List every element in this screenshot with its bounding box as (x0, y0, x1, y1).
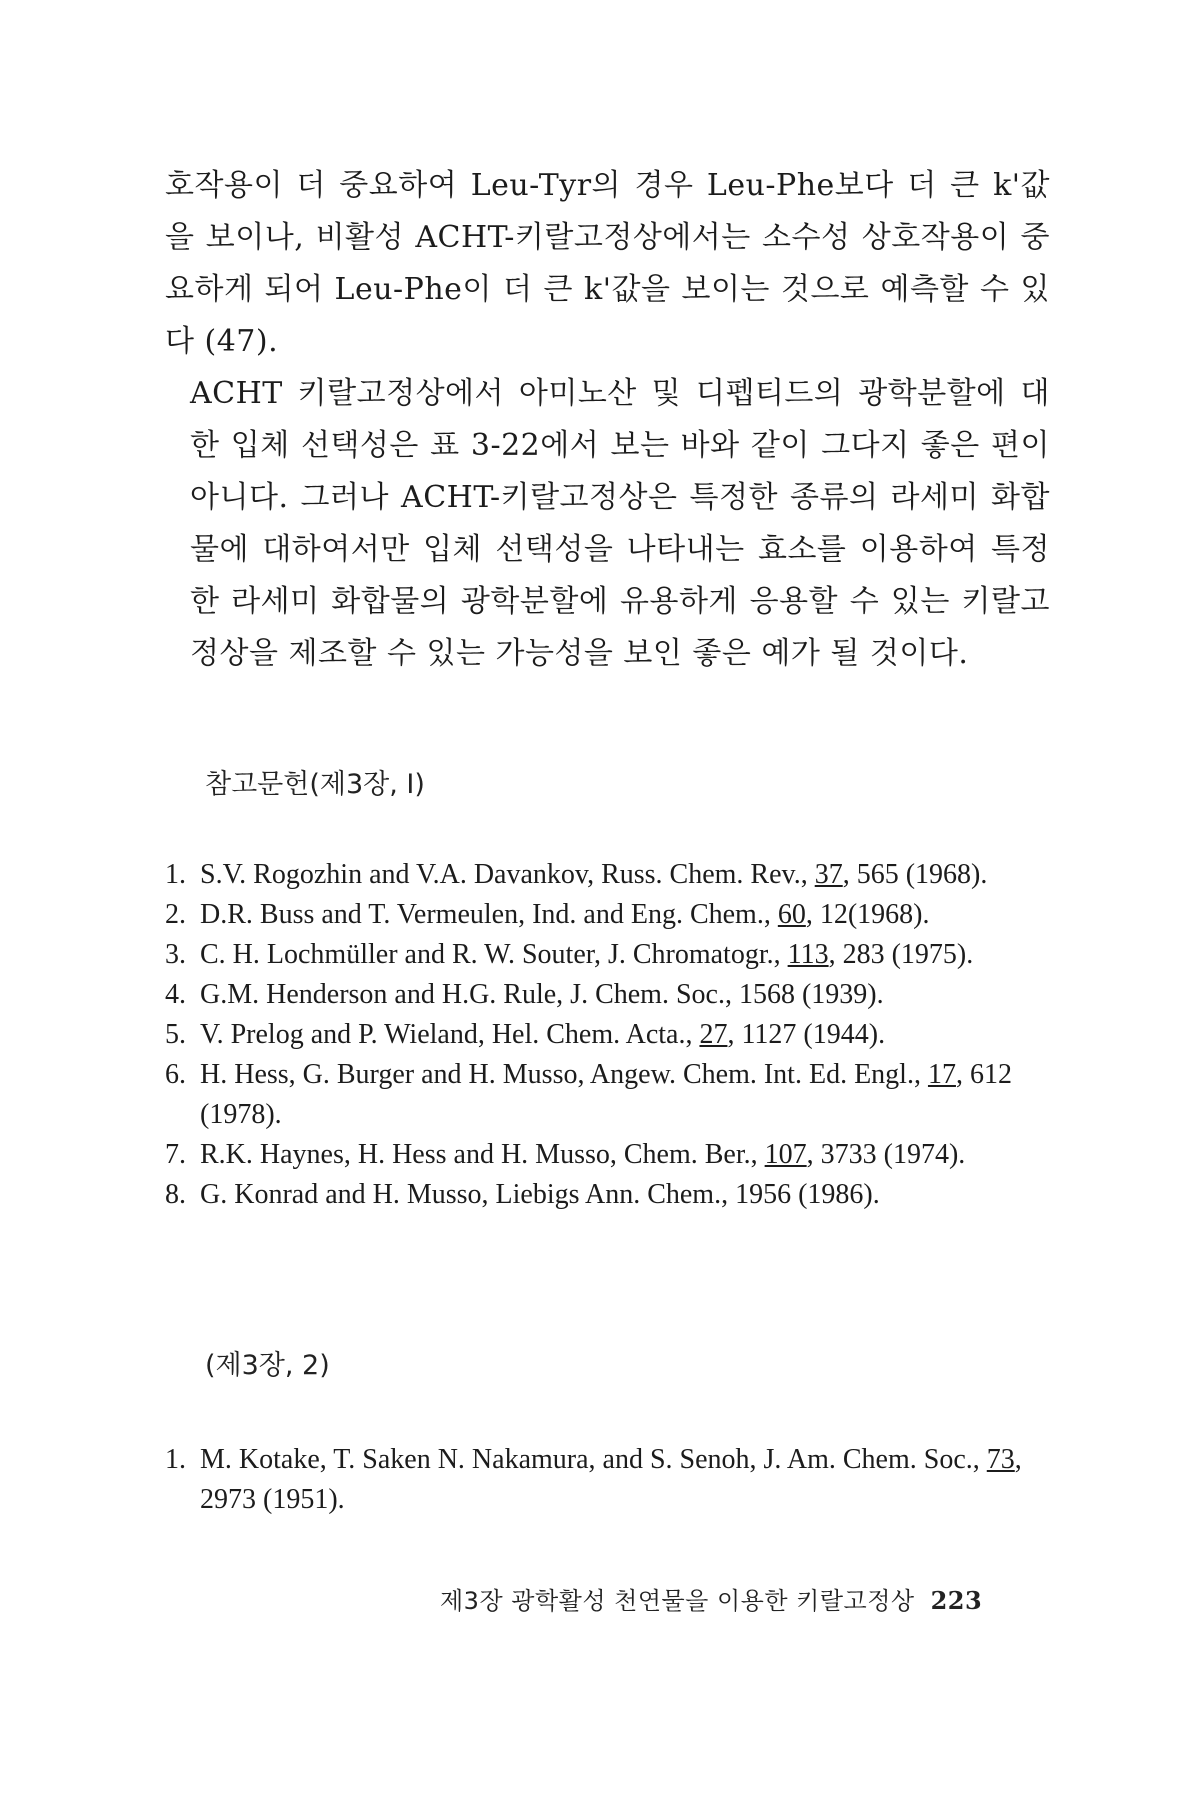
running-footer (440, 1585, 982, 1617)
running-title: 제3장 광학활성 천연물을 이용한 키랄고정상 (440, 1587, 915, 1615)
reference-text: G. Konrad and H. Musso, Liebigs Ann. Chem., 1956 (1986). (200, 1179, 880, 1210)
reference-tail: , 1127 (1944). (727, 1019, 886, 1050)
paragraph-1: 호작용이 더 중요하여 Leu-Tyr의 경우 Leu-Phe보다 더 큰 k'값을 보이나, 비활성 ACHT-키랄고정상에서는 소수성 상호작용이 중요하게 되어 Leu-Phe이 더 큰 k'값을 보이는 것으로 예측할 수 있다 (47). (165, 168, 1050, 359)
reference-number: 2. (165, 899, 186, 930)
reference-item (165, 1135, 1045, 1175)
reference-volume: 73 (986, 1444, 1015, 1475)
reference-volume: 113 (787, 939, 829, 970)
reference-text: D.R. Buss and T. Vermeulen, Ind. and Eng. Chem., (200, 899, 778, 930)
reference-item (165, 895, 1045, 935)
body-text (165, 160, 1050, 680)
reference-volume: 107 (764, 1139, 807, 1170)
reference-number: 1. (165, 1444, 186, 1475)
reference-volume: 27 (699, 1019, 728, 1050)
reference-text: G.M. Henderson and H.G. Rule, J. Chem. Soc., 1568 (1939). (200, 979, 884, 1010)
reference-item (165, 1440, 1045, 1520)
reference-text: S.V. Rogozhin and V.A. Davankov, Russ. Chem. Rev., (200, 859, 815, 890)
reference-number: 4. (165, 979, 186, 1010)
reference-item (165, 1015, 1045, 1055)
reference-text: V. Prelog and P. Wieland, Hel. Chem. Acta., (200, 1019, 700, 1050)
reference-number: 5. (165, 1019, 186, 1050)
reference-tail: , 565 (1968). (842, 859, 988, 890)
reference-text: R.K. Haynes, H. Hess and H. Musso, Chem. Ber., (200, 1139, 765, 1170)
reference-item (165, 1175, 1045, 1215)
paragraph-2: ACHT 키랄고정상에서 아미노산 및 디펩티드의 광학분할에 대한 입체 선택성은 표 3-22에서 보는 바와 같이 그다지 좋은 편이 아니다. 그러나 ACHT-키랄고정상은 특정한 종류의 라세미 화합물에 대하여서만 입체 선택성을 나타내는 효소를 이용하여 특정한 라세미 화합물의 광학분할에 유용하게 응용할 수 있는 키랄고정상을 제조할 수 있는 가능성을 보인 좋은 예가 될 것이다. (190, 376, 1050, 671)
reference-volume: 17 (927, 1059, 956, 1090)
reference-number: 3. (165, 939, 186, 970)
reference-tail: , 12(1968). (805, 899, 930, 930)
reference-volume: 60 (777, 899, 806, 930)
reference-text: C. H. Lochmüller and R. W. Souter, J. Chromatogr., (200, 939, 788, 970)
reference-tail: , 2973 (1951). (200, 1444, 1022, 1515)
reference-list-2 (165, 1440, 1045, 1520)
reference-volume: 37 (814, 859, 843, 890)
reference-number: 1. (165, 859, 186, 890)
reference-tail: , 283 (1975). (828, 939, 974, 970)
references-heading-2: (제3장, 2) (205, 1350, 330, 1381)
reference-item (165, 855, 1045, 895)
reference-text: H. Hess, G. Burger and H. Musso, Angew. Chem. Int. Ed. Engl., (200, 1059, 928, 1090)
reference-number: 8. (165, 1179, 186, 1210)
page-number: 223 (930, 1586, 983, 1615)
reference-text: M. Kotake, T. Saken N. Nakamura, and S. Senoh, J. Am. Chem. Soc., (200, 1444, 987, 1475)
reference-tail: , 3733 (1974). (806, 1139, 966, 1170)
reference-tail: , 612 (1978). (200, 1059, 1012, 1130)
references-heading-1: 참고문헌(제3장, Ⅰ) (205, 769, 425, 800)
reference-item (165, 935, 1045, 975)
reference-number: 6. (165, 1059, 186, 1090)
reference-list-1 (165, 855, 1045, 1215)
reference-number: 7. (165, 1139, 186, 1170)
reference-item (165, 1055, 1045, 1135)
reference-item (165, 975, 1045, 1015)
